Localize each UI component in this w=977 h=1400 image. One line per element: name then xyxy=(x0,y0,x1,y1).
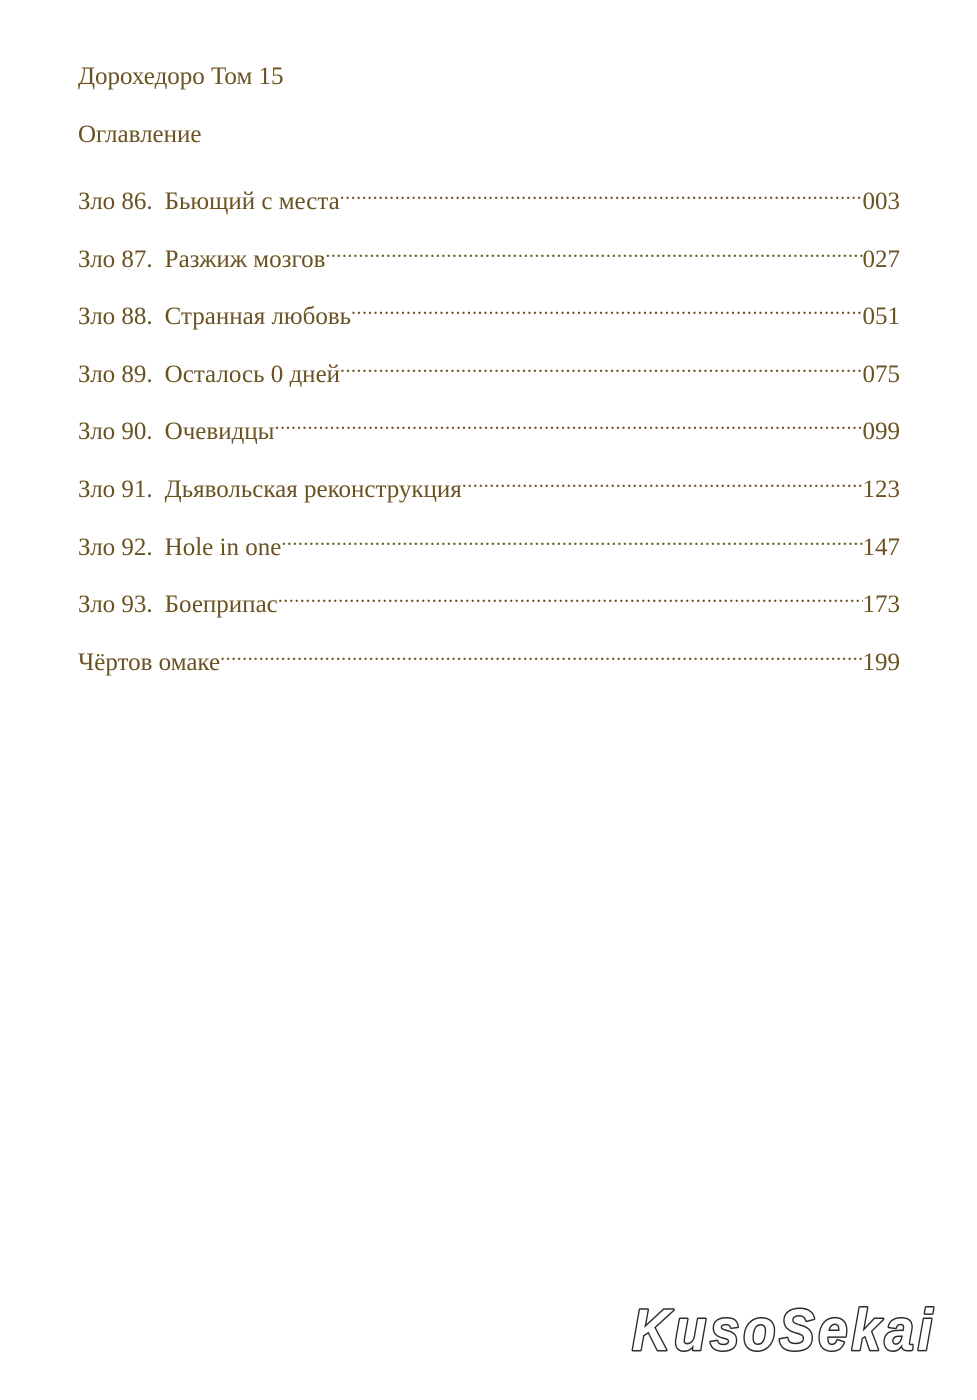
chapter-title: Осталось 0 дней xyxy=(164,360,341,388)
toc-row xyxy=(78,405,900,463)
chapter-title: Hole in one xyxy=(164,533,282,561)
page-number: 123 xyxy=(862,475,900,503)
chapter-number: Зло 86. xyxy=(78,188,153,215)
page-number: 147 xyxy=(862,533,900,561)
chapter-number: Зло 93. xyxy=(78,591,153,619)
chapter-number: Зло 87. xyxy=(78,245,153,273)
toc-label xyxy=(78,415,274,449)
page-number: 003 xyxy=(862,188,900,215)
toc-label xyxy=(78,185,340,219)
toc-row xyxy=(78,463,900,521)
toc-label xyxy=(78,473,462,507)
leader-dots xyxy=(340,348,862,382)
page-number: 051 xyxy=(862,303,900,331)
page-number: 099 xyxy=(862,418,900,446)
page-number: 199 xyxy=(862,648,900,676)
toc-row xyxy=(78,233,900,291)
chapter-title: Дьявольская реконструкция xyxy=(164,475,462,503)
leader-dots xyxy=(340,175,863,209)
chapter-title: Чёртов омаке xyxy=(78,648,221,676)
chapter-title: Очевидцы xyxy=(164,418,275,446)
chapter-number: Зло 89. xyxy=(78,360,153,388)
toc-heading: Оглавление xyxy=(78,121,202,148)
chapter-number: Зло 88. xyxy=(78,303,153,331)
page-number: 173 xyxy=(862,591,900,619)
toc-row xyxy=(78,290,900,348)
leader-dots xyxy=(325,233,862,267)
leader-dots xyxy=(351,290,862,324)
toc-label xyxy=(78,300,351,334)
toc-label xyxy=(78,358,340,392)
logo-text: KusoSekai xyxy=(632,1298,936,1362)
kusosekai-logo xyxy=(628,1296,940,1362)
toc-row xyxy=(78,175,900,233)
chapter-number: Зло 91. xyxy=(78,475,153,503)
leader-dots xyxy=(278,578,863,612)
chapter-title: Боеприпас xyxy=(164,591,278,619)
table-of-contents xyxy=(78,175,900,693)
leader-dots xyxy=(281,521,862,555)
page-title: Дорохедоро Том 15 xyxy=(78,63,284,90)
toc-label xyxy=(78,646,220,680)
chapter-number: Зло 90. xyxy=(78,418,153,446)
chapter-title: Разжиж мозгов xyxy=(164,245,326,273)
page-number: 075 xyxy=(862,360,900,388)
chapter-number: Зло 92. xyxy=(78,533,153,561)
toc-label xyxy=(78,588,278,622)
toc-row xyxy=(78,636,900,694)
toc-row xyxy=(78,521,900,579)
leader-dots xyxy=(220,636,862,670)
page-number: 027 xyxy=(862,245,900,273)
leader-dots xyxy=(462,463,863,497)
toc-row xyxy=(78,578,900,636)
toc-row xyxy=(78,348,900,406)
chapter-title: Странная любовь xyxy=(164,303,352,331)
chapter-title: Бьющий с места xyxy=(164,188,340,215)
toc-label xyxy=(78,243,325,277)
toc-label xyxy=(78,531,281,565)
leader-dots xyxy=(274,405,862,439)
